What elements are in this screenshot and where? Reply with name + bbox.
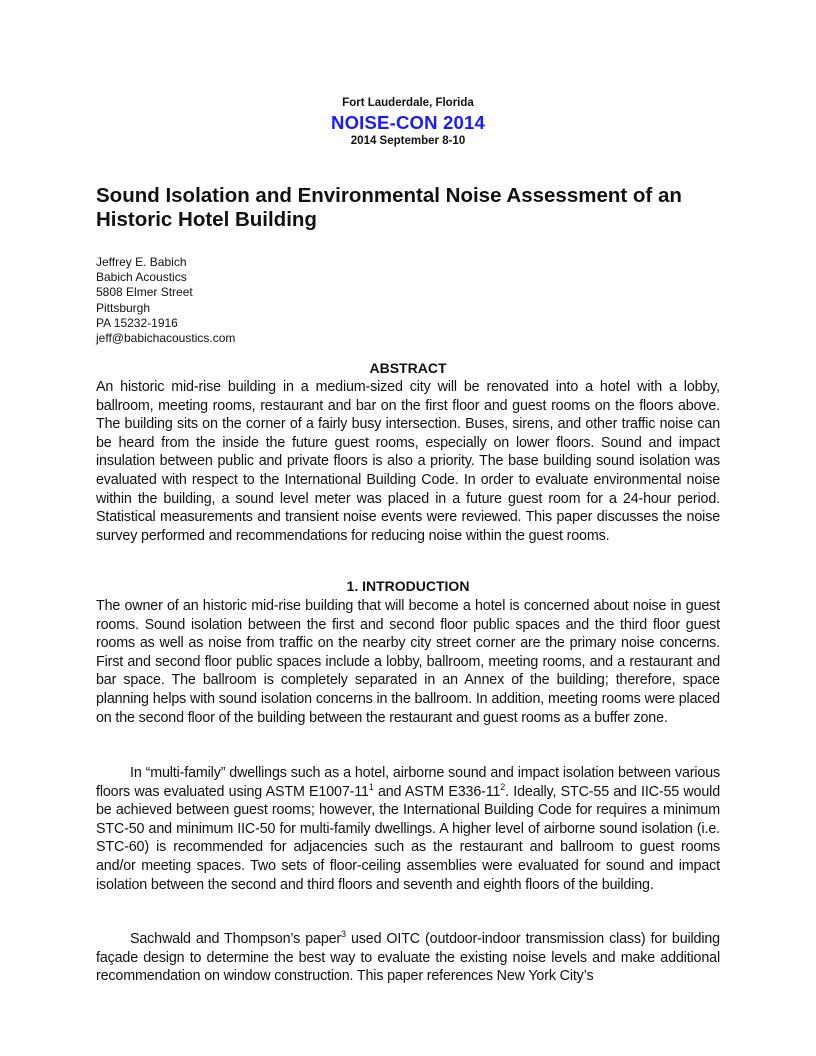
abstract-text: An historic mid-rise building in a medium-sized city will be renovated into a hotel with a lobby, ballroom, meeting rooms, restaurant and bar on the first floor and guest rooms on the floors above. The building sits on the corner of a fairly busy intersection. Buses, sirens, and other traffic noise can be heard from the inside the future guest rooms, especially on lower floors. Sound and impact insulation between public and private floors is also a priority. The base building sound isolation was evaluated with respect to the International Building Code. In order to evaluate environmental noise within the building, a sound level meter was placed in a future guest room for a 24-hour period. Statistical measurements and transient noise events were reviewed. This paper discusses the noise survey performed and recommendations for reducing noise within the guest rooms. <box>96 379 720 544</box>
paragraph-3-text-a: Sachwald and Thompson’s paper <box>130 931 342 947</box>
paragraph-2-text-a: In “multi-family” dwellings such as a hotel, airborne sound and impact isolation between various floors was evaluated using ASTM E1007-11 <box>96 765 720 800</box>
conference-name: NOISE-CON 2014 <box>331 112 485 133</box>
introduction-paragraph-1: The owner of an historic mid-rise building that will become a hotel is concerned about noise in guest rooms. Sound isolation between the first and second floor public spaces and the third floor guest rooms as well as noise from traffic on the nearby city street corner are the primary noise concerns. First and second floor public spaces include a lobby, ballroom, meeting rooms, and a restaurant and bar space. The ballroom is completely separated in an Annex of the building; therefore, space planning helps with sound isolation concerns in the ballroom. In addition, meeting rooms were placed on the second floor of the building between the restaurant and guest rooms as a buffer zone. <box>96 598 720 726</box>
paragraph-3-text-b: used OITC (outdoor-indoor transmission class) for building façade design to determine the best way to evaluate the existing noise levels and make additional recommendation on window construction. This paper references New York City’s <box>96 931 720 985</box>
author-state-zip: PA 15232-1916 <box>96 315 178 330</box>
paragraph-2-text-b: and ASTM E336-11 <box>373 783 501 800</box>
abstract-heading: ABSTRACT <box>369 360 447 376</box>
author-city: Pittsburgh <box>96 300 151 315</box>
introduction-paragraph-3 <box>96 930 720 986</box>
introduction-paragraph-2 <box>96 764 720 894</box>
author-email: jeff@babichacoustics.com <box>96 331 236 346</box>
paper-title: Sound Isolation and Environmental Noise Assessment of an Historic Hotel Building <box>96 184 682 231</box>
author-affiliation: Babich Acoustics <box>96 270 187 285</box>
citation-2-superscript: 2 <box>500 781 506 792</box>
conference-date: 2014 September 8-10 <box>350 135 466 147</box>
author-block <box>96 255 496 346</box>
citation-1-superscript: 1 <box>368 781 374 792</box>
introduction-heading: 1. INTRODUCTION <box>346 578 470 594</box>
author-name: Jeffrey E. Babich <box>96 255 187 269</box>
author-street: 5808 Elmer Street <box>96 285 193 300</box>
conference-location: Fort Lauderdale, Florida <box>342 97 474 109</box>
citation-3-superscript: 3 <box>341 929 346 940</box>
paragraph-2-text-c: . Ideally, STC-55 and IIC-55 would be achieved between guest rooms; however, the International Building Code for requires a minimum STC-50 and minimum IIC-50 for multi-family dwellings. A higher level of airborne sound isolation (i.e. STC-60) is recommended for adjacencies such as the restaurant and ballroom to guest rooms and/or meeting spaces. Two sets of floor-ceiling assemblies were evaluated for sound and impact isolation between the second and third floors and seventh and eighth floors of the building. <box>96 783 720 893</box>
